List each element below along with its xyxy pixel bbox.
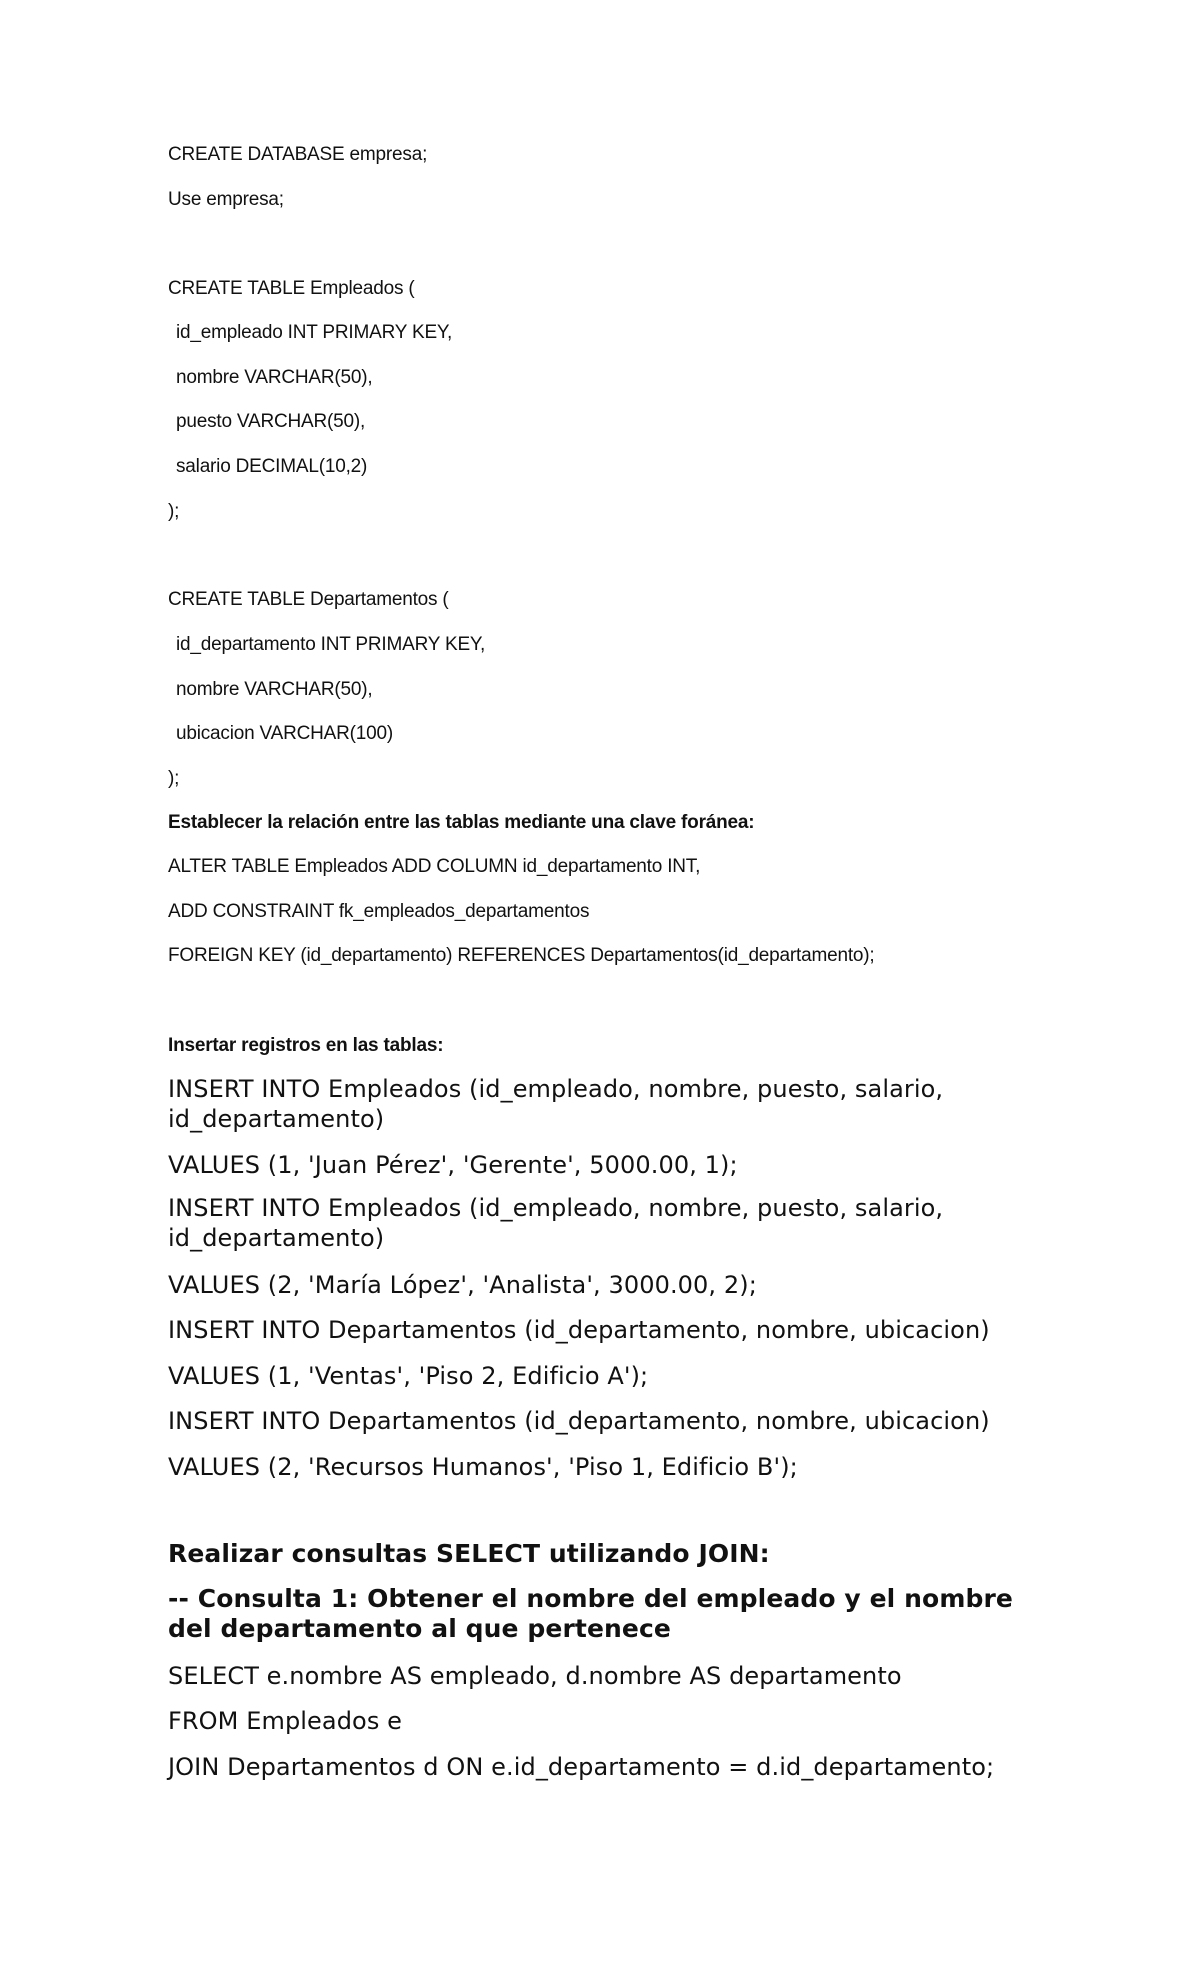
sql-line-column-salario: salario DECIMAL(10,2) xyxy=(176,456,368,477)
sql-line-column-nombre-dep: nombre VARCHAR(50), xyxy=(176,679,373,700)
sql-line-insert-empleados-1: INSERT INTO Empleados (id_empleado, nombre, puesto, salario, id_departamento) xyxy=(168,1075,944,1133)
sql-line-close-departamentos: ); xyxy=(168,768,180,789)
sql-line-column-ubicacion: ubicacion VARCHAR(100) xyxy=(176,723,394,744)
section-heading-select-join: Realizar consultas SELECT utilizando JOIN: xyxy=(168,1539,770,1568)
sql-line-create-database: CREATE DATABASE empresa; xyxy=(168,144,428,165)
sql-line-close-empleados: ); xyxy=(168,501,180,522)
sql-line-create-table-departamentos: CREATE TABLE Departamentos ( xyxy=(168,589,449,610)
sql-line-column-nombre: nombre VARCHAR(50), xyxy=(176,367,373,388)
section-heading-foreign-key: Establecer la relación entre las tablas mediante una clave foránea: xyxy=(168,812,755,833)
sql-line-values-empleados-2: VALUES (2, 'María López', 'Analista', 3000.00, 2); xyxy=(168,1271,757,1299)
sql-line-create-table-empleados: CREATE TABLE Empleados ( xyxy=(168,278,415,299)
sql-line-alter-table: ALTER TABLE Empleados ADD COLUMN id_departamento INT, xyxy=(168,856,701,877)
sql-line-column-id-empleado: id_empleado INT PRIMARY KEY, xyxy=(176,322,453,343)
sql-line-foreign-key: FOREIGN KEY (id_departamento) REFERENCES Departamentos(id_departamento); xyxy=(168,945,875,966)
sql-line-join: JOIN Departamentos d ON e.id_departamento = d.id_departamento; xyxy=(168,1753,995,1781)
section-heading-insert: Insertar registros en las tablas: xyxy=(168,1035,444,1056)
sql-line-select: SELECT e.nombre AS empleado, d.nombre AS departamento xyxy=(168,1662,902,1690)
sql-line-column-id-departamento: id_departamento INT PRIMARY KEY, xyxy=(176,634,486,655)
sql-line-add-constraint: ADD CONSTRAINT fk_empleados_departamentos xyxy=(168,901,590,922)
sql-line-use-database: Use empresa; xyxy=(168,189,284,210)
sql-comment-consulta-1: -- Consulta 1: Obtener el nombre del empleado y el nombre del departamento al que pertenece xyxy=(168,1584,1013,1643)
sql-line-insert-empleados-2: INSERT INTO Empleados (id_empleado, nombre, puesto, salario, id_departamento) xyxy=(168,1194,944,1252)
sql-line-column-puesto: puesto VARCHAR(50), xyxy=(176,411,366,432)
sql-line-values-empleados-1: VALUES (1, 'Juan Pérez', 'Gerente', 5000.00, 1); xyxy=(168,1151,738,1179)
sql-line-values-departamentos-2: VALUES (2, 'Recursos Humanos', 'Piso 1, Edificio B'); xyxy=(168,1453,798,1481)
sql-line-insert-departamentos-2: INSERT INTO Departamentos (id_departamento, nombre, ubicacion) xyxy=(168,1407,990,1435)
sql-line-insert-departamentos-1: INSERT INTO Departamentos (id_departamento, nombre, ubicacion) xyxy=(168,1316,990,1344)
sql-line-values-departamentos-1: VALUES (1, 'Ventas', 'Piso 2, Edificio A'); xyxy=(168,1362,649,1390)
sql-line-from: FROM Empleados e xyxy=(168,1707,403,1735)
